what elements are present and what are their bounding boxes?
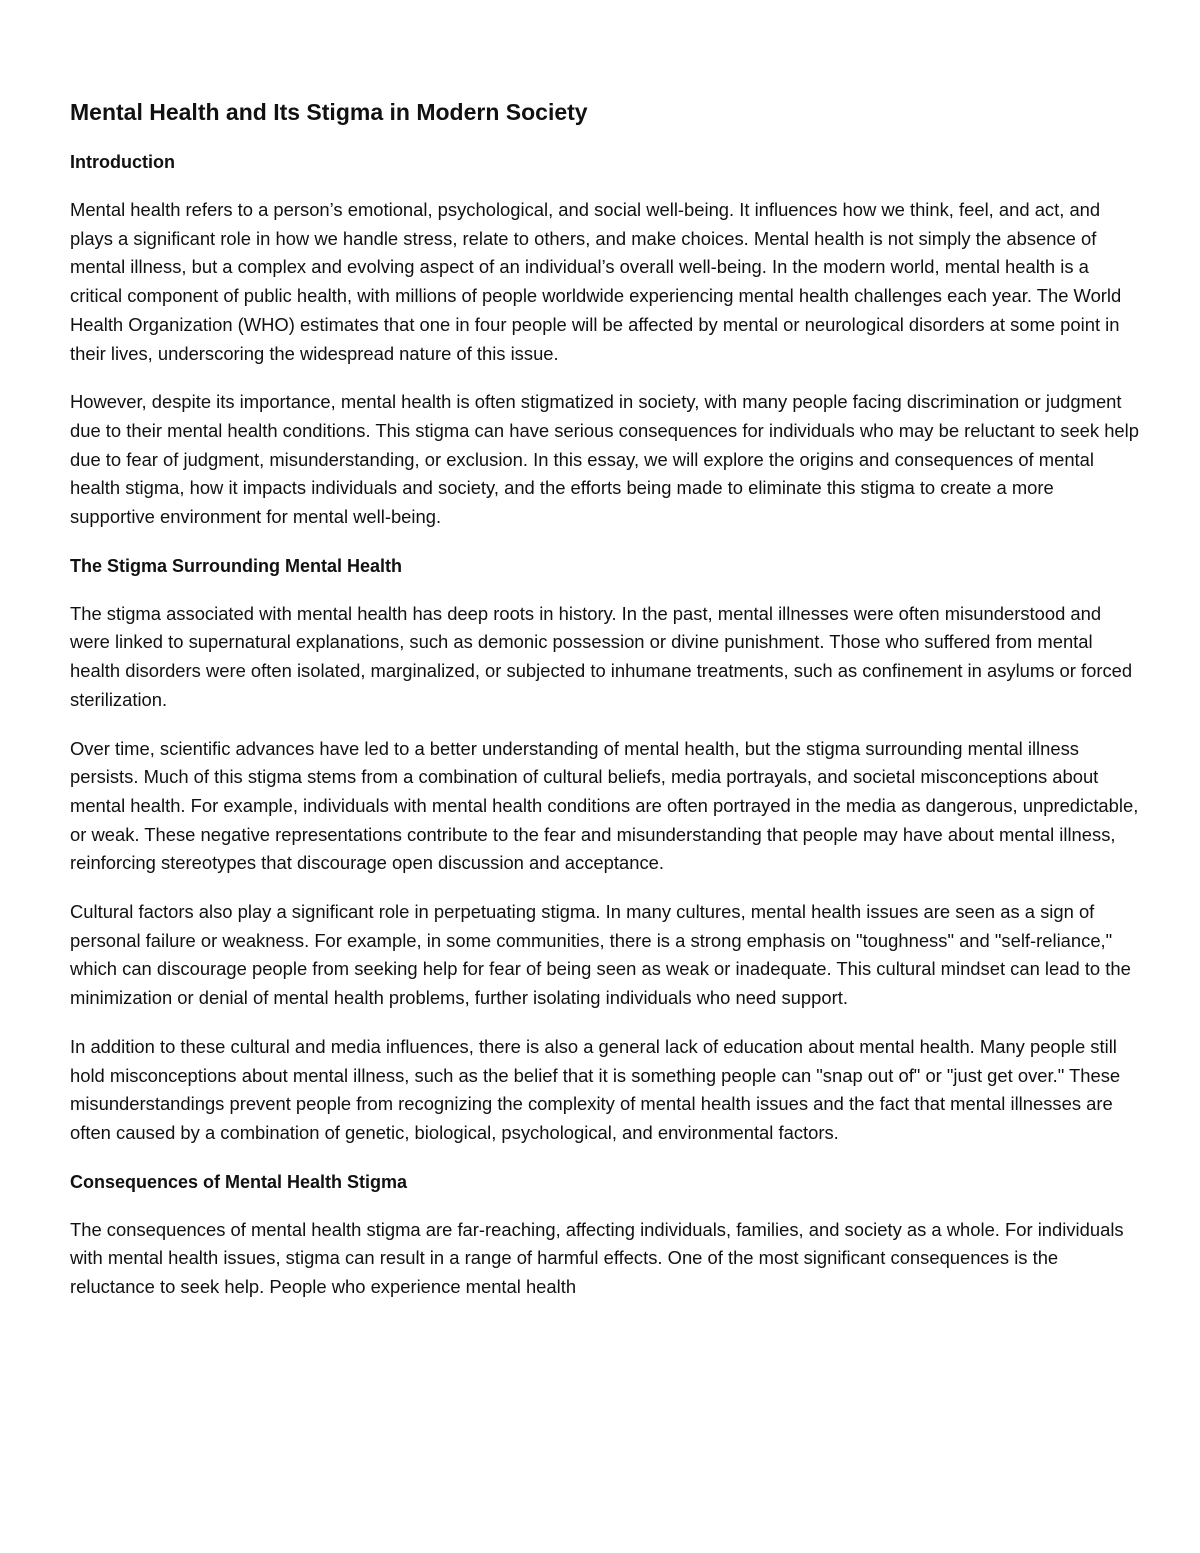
section-consequences [70, 1168, 1140, 1302]
section-heading: The Stigma Surrounding Mental Health [70, 555, 403, 576]
paragraph: Over time, scientific advances have led to a better understanding of mental health, but the stigma surrounding mental illness persists. Much of this stigma stems from a combination of cultural beliefs, media portrayals, and societal misconceptions about mental health. For example, individuals with mental health conditions are often portrayed in the media as dangerous, unpredictable, or weak. These negative representations contribute to the fear and misunderstanding that people may have about mental illness, reinforcing stereotypes that discourage open discussion and acceptance. [70, 737, 1139, 874]
paragraph: The consequences of mental health stigma are far-reaching, affecting individuals, families, and society as a whole. For individuals with mental health issues, stigma can result in a range of harmful effects. One of the most significant consequences is the reluctance to seek help. People who experience mental health [70, 1218, 1124, 1298]
paragraph: Cultural factors also play a significant role in perpetuating stigma. In many cultures, mental health issues are seen as a sign of personal failure or weakness. For example, in some communities, there is a strong emphasis on "toughness" and "self-reliance," which can discourage people from seeking help for fear of being seen as weak or inadequate. This cultural mindset can lead to the minimization or denial of mental health problems, further isolating individuals who need support. [70, 901, 1131, 1009]
paragraph: In addition to these cultural and media influences, there is also a general lack of education about mental health. Many people still hold misconceptions about mental illness, such as the belief that it is something people can "snap out of" or "just get over." These misunderstandings prevent people from recognizing the complexity of mental health issues and the fact that mental illnesses are often caused by a combination of genetic, biological, psychological, and environmental factors. [70, 1035, 1121, 1143]
section-heading: Introduction [70, 152, 175, 172]
paragraph: Mental health refers to a person’s emotional, psychological, and social well-being. It influences how we think, feel, and act, and plays a significant role in how we handle stress, relate to others, and make choices. Mental health is not simply the absence of mental illness, but a complex and evolving aspect of an individual’s overall well-being. In the modern world, mental health is a critical component of public health, with millions of people worldwide experiencing mental health challenges each year. The World Health Organization (WHO) estimates that one in four people will be affected by mental or neurological disorders at some point in their lives, underscoring the widespread nature of this issue. [70, 199, 1122, 364]
paragraph: The stigma associated with mental health has deep roots in history. In the past, mental illnesses were often misunderstood and were linked to supernatural explanations, such as demonic possession or divine punishment. Those who suffered from mental health disorders were often isolated, marginalized, or subjected to inhumane treatments, such as confinement in asylums or forced sterilization. [70, 602, 1133, 710]
paragraph: However, despite its importance, mental health is often stigmatized in society, with many people facing discrimination or judgment due to their mental health conditions. This stigma can have serious consequences for individuals who may be reluctant to seek help due to fear of judgment, misunderstanding, or exclusion. In this essay, we will explore the origins and consequences of mental health stigma, how it impacts individuals and society, and the efforts being made to eliminate this stigma to create a more supportive environment for mental well-being. [70, 391, 1139, 528]
section-introduction [70, 148, 1140, 532]
document-title: Mental Health and Its Stigma in Modern Society [70, 99, 588, 125]
section-heading: Consequences of Mental Health Stigma [70, 1171, 408, 1192]
section-stigma-surrounding [70, 552, 1140, 1148]
document-page [70, 96, 1140, 1322]
